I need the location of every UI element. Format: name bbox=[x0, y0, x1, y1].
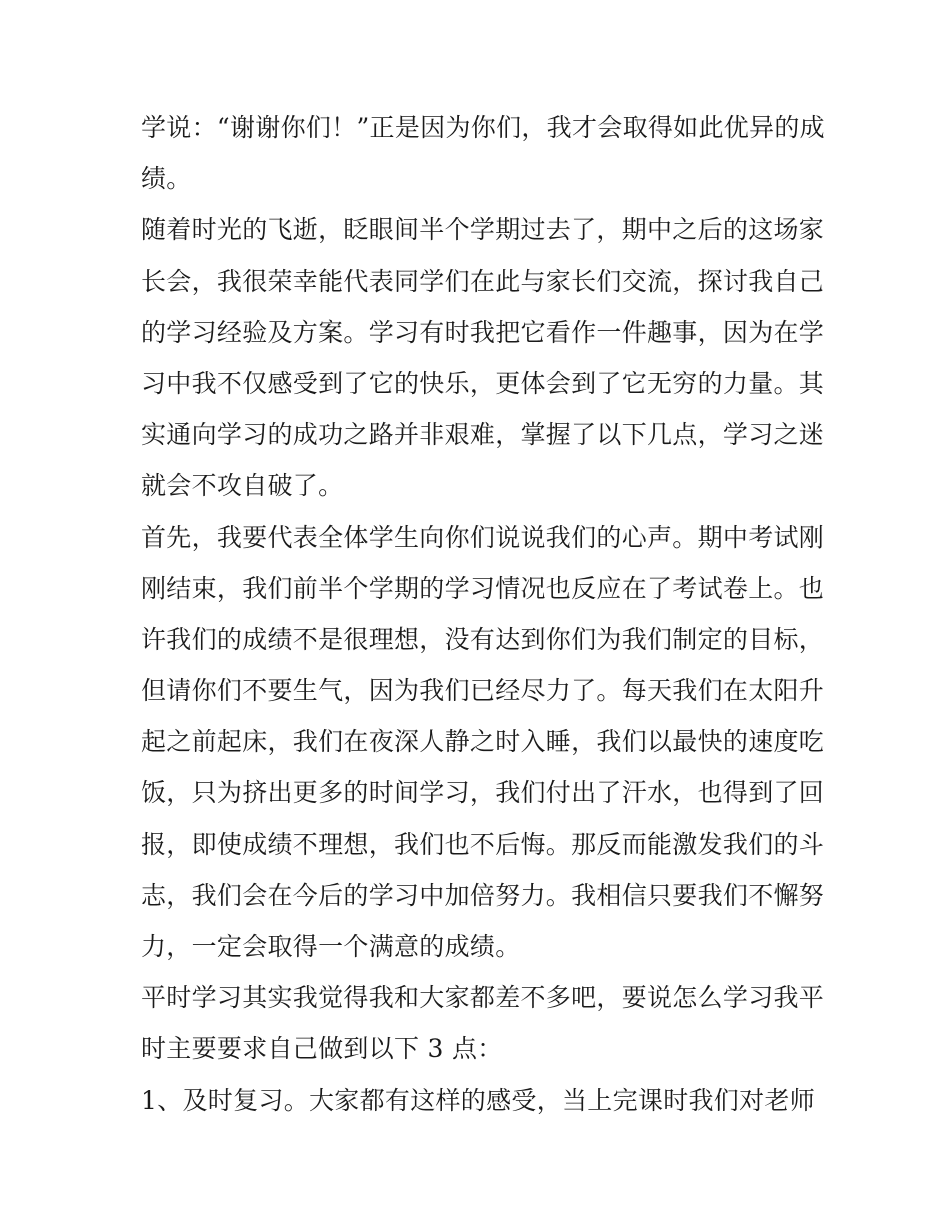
text-line: 的学习经验及方案。学习有时我把它看作一件趣事，因为在学 bbox=[141, 317, 825, 347]
text-line: 但请你们不要生气，因为我们已经尽力了。每天我们在太阳升 bbox=[141, 676, 825, 706]
text-line: 学说：“谢谢你们！”正是因为你们，我才会取得如此优异的成 bbox=[141, 113, 825, 142]
text-line: 刚结束，我们前半个学期的学习情况也反应在了考试卷上。也 bbox=[141, 573, 825, 603]
text-line: 起之前起床，我们在夜深人静之时入睡，我们以最快的速度吃 bbox=[141, 727, 825, 757]
text-line: 力，一定会取得一个满意的成绩。 bbox=[141, 932, 521, 961]
text-line: 实通向学习的成功之路并非艰难，掌握了以下几点，学习之迷 bbox=[141, 420, 825, 450]
text-line: 平时学习其实我觉得我和大家都差不多吧，要说怎么学习我平 bbox=[141, 983, 825, 1013]
text-line: 习中我不仅感受到了它的快乐，更体会到了它无穷的力量。其 bbox=[141, 368, 825, 398]
text-line: 饭，只为挤出更多的时间学习，我们付出了汗水，也得到了回 bbox=[141, 778, 825, 808]
text-line: 绩。 bbox=[141, 164, 192, 194]
document-body bbox=[141, 102, 825, 1126]
text-line: 志，我们会在今后的学习中加倍努力。我相信只要我们不懈努 bbox=[141, 880, 825, 910]
text-line: 1、及时复习。大家都有这样的感受，当上完课时我们对老师 bbox=[141, 1085, 816, 1115]
text-line: 时主要要求自己做到以下 3 点： bbox=[141, 1034, 503, 1064]
text-line: 随着时光的飞逝，眨眼间半个学期过去了，期中之后的这场家 bbox=[141, 215, 825, 245]
text-line: 就会不攻自破了。 bbox=[141, 471, 344, 501]
text-line: 许我们的成绩不是很理想，没有达到你们为我们制定的目标， bbox=[141, 624, 825, 654]
text-line: 首先，我要代表全体学生向你们说说我们的心声。期中考试刚 bbox=[141, 522, 825, 552]
text-line: 长会，我很荣幸能代表同学们在此与家长们交流，探讨我自己 bbox=[141, 266, 825, 296]
text-line: 报，即使成绩不理想，我们也不后悔。那反而能激发我们的斗 bbox=[141, 829, 825, 859]
